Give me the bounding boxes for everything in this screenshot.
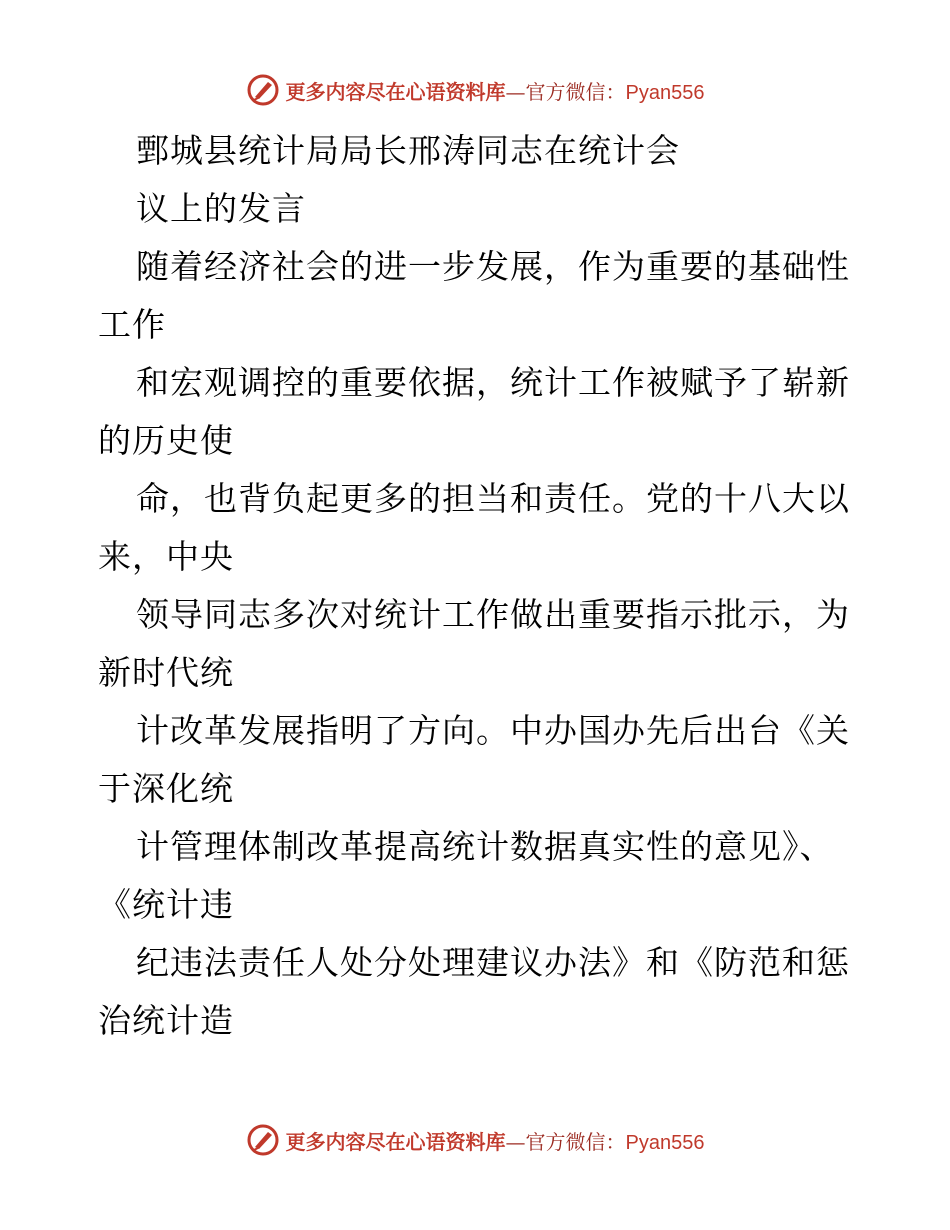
watermark-text [286,1126,705,1155]
document-line: 随着经济社会的进一步发展，作为重要的基础性 [136,247,850,286]
document-line: 工作 [98,305,166,344]
document-line: 议上的发言 [136,189,306,228]
document-line: 计管理体制改革提高统计数据真实性的意见》、 [136,827,834,866]
document-line: 新时代统 [98,653,234,692]
document-line: 鄄城县统计局局长邢涛同志在统计会 [136,131,680,170]
watermark-dash: — [505,1129,526,1154]
header-watermark [0,70,950,110]
document-line: 治统计造 [98,1001,234,1040]
watermark-brand: 更多内容尽在心语资料库 [285,1129,506,1154]
watermark-text [286,76,705,105]
quill-seal-icon [246,73,280,107]
document-line: 《统计违 [98,885,234,924]
document-line: 领导同志多次对统计工作做出重要指示批示，为 [136,595,850,634]
watermark-brand: 更多内容尽在心语资料库 [285,79,506,104]
document-line: 于深化统 [98,769,234,808]
watermark-dash: — [505,79,526,104]
watermark-wechat-label: 官方微信： [525,79,626,104]
document-line: 命，也背负起更多的担当和责任。党的十八大以 [136,479,850,518]
document-line: 和宏观调控的重要依据，统计工作被赋予了崭新 [136,363,850,402]
document-line: 纪违法责任人处分处理建议办法》和《防范和惩 [136,943,850,982]
document-line: 的历史使 [98,421,234,460]
quill-seal-icon [246,1123,280,1157]
document-line: 来，中央 [98,537,234,576]
footer-watermark [0,1120,950,1160]
document-line: 计改革发展指明了方向。中办国办先后出台《关 [136,711,850,750]
watermark-wechat-id: Pyan556 [625,1131,705,1154]
watermark-wechat-id: Pyan556 [625,81,705,104]
document-body [98,122,858,1050]
watermark-wechat-label: 官方微信： [525,1129,626,1154]
